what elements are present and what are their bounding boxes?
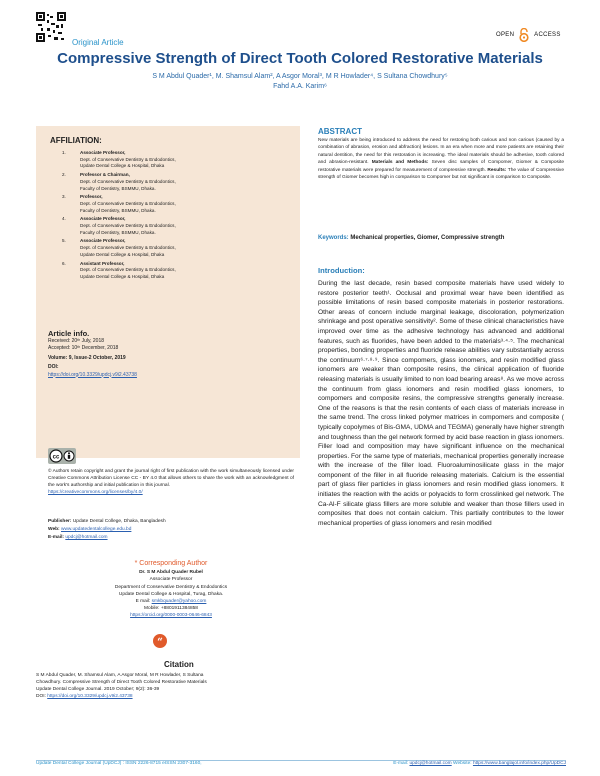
footer-contact (300, 761, 566, 766)
intro-paragraph-2: Filler load and composition may have significant influence on the mechanical properties. For the same type of materials, mechanical properties generally increase with the increase of the filler load. Fluoroaluminosilicate glass in the major component of the filler in all fluoride releasing materials. Calcium is the essential part of glass filer particles in glass ionomers and resin modified glass ionomers. It initiates the reaction with the acids or polyacids to form crosslinked gel network. The Ca-Al-F silicate glass fillers are more soluble and weaker than those fillers used in composites that does not contain calcium. This partially contributes to the lower mechanical properties of glass ionomers and resin modified (318, 443, 564, 527)
article-title: Compressive Strength of Direct Tooth Colored Restorative Materials (57, 50, 543, 67)
affiliation-number: 5. (62, 238, 66, 244)
citation-line-2: Chowdhury. Compressive Strength of Direct Tooth Colored Restorative Materials (36, 680, 207, 685)
affiliation-dept: Dept. of Conservative Dentistry & Endodontics, (80, 200, 176, 206)
abstract-results: The value of Compressive strength of Giomer becomes high in comparison to Compomer but not significant in comparison to Composite. (318, 167, 564, 181)
authors-line-1: S M Abdul Quader¹, M. Shamsul Alam², A Asgor Moral³, M R Howlader⁴, S Sultana Chowdhury⁵ (152, 73, 448, 80)
corresponding-author-institution: Update Dental College & Hospital, Turag, Dhaka. (118, 591, 224, 597)
affiliation-dept: Dept. of Conservative Dentistry & Endodontics, (80, 178, 176, 184)
abstract-heading: ABSTRACT (318, 127, 362, 136)
keywords-text: Mechanical properties, Giomer, Compressive strength (350, 235, 505, 241)
affiliation-institution: Update Dental College & Hospital, Dhaka (80, 251, 165, 257)
footer-journal-info: Update Dental College Journal (UpDCJ) : ISSN 2226-8715 eISSN 2307-3160, (36, 761, 202, 766)
affiliation-institution: Update Dental College & Hospital, Dhaka (80, 163, 165, 169)
introduction-body (318, 279, 564, 528)
open-lock-icon (519, 28, 529, 42)
article-type-label: Original Article (72, 38, 124, 47)
license-link[interactable]: https://creativecommons.org/licenses/by/4.0/ (48, 490, 143, 495)
affiliation-number: 2. (62, 172, 66, 178)
authors-line-2: Fahd A.A. Karim⁶ (273, 83, 327, 90)
affiliation-item (62, 172, 292, 192)
affiliation-role: Professor, (80, 194, 103, 200)
received-date: Received: 20ᵗʰ July, 2018 (48, 337, 105, 344)
citation-heading: Citation (164, 660, 194, 669)
affiliation-dept: Dept. of Conservative Dentistry & Endodontics, (80, 267, 176, 273)
open-access-badge (496, 28, 561, 42)
publisher-block (48, 518, 294, 541)
affiliation-institution: Update Dental College & Hospital, Dhaka (80, 273, 165, 279)
quote-icon (152, 634, 168, 648)
affiliation-heading: AFFILIATION: (50, 136, 102, 145)
affiliation-role: Professor & Chairman, (80, 172, 130, 178)
keywords-label: Keywords: (318, 235, 349, 241)
volume-info: Volume: 9, Issue-2 October, 2019 (48, 354, 126, 361)
email-link[interactable]: updcj@hotmail.com (65, 534, 108, 540)
citation-doi-link[interactable]: https://doi.org/10.3329/updcj.v9i2.43738 (47, 694, 133, 699)
open-access-right-label: ACCESS (534, 32, 561, 38)
affiliation-item (62, 194, 292, 214)
abstract-results-label: Results: (487, 167, 507, 173)
affiliation-role: Assistant Professor, (80, 260, 125, 266)
citation-block (36, 672, 306, 700)
abstract-methods: Seven disc samples of Compomer, Giomer & Composite restorative materials were prepared for measurement of compressive strength. (318, 160, 564, 173)
affiliation-role: Associate Professor, (80, 150, 126, 155)
publisher-label: Publisher: (48, 519, 72, 524)
email-label: E-mail: (48, 534, 64, 540)
web-label: Web: (48, 526, 60, 532)
affiliation-dept: Dept. of Conservative Dentistry & Endodontics, (80, 223, 176, 229)
affiliation-item (62, 238, 292, 258)
footer-email-link[interactable]: updcj@hotmail.com (409, 761, 452, 766)
article-info (48, 330, 298, 379)
footer-email-label: E-mail: (393, 761, 409, 766)
affiliation-list (62, 150, 292, 283)
corresponding-email-label: E mail: (135, 599, 151, 605)
footer-website-link[interactable]: https://www.banglajol.info/index.php/UpDCJ (472, 761, 566, 766)
doi-link[interactable]: https://doi.org/10.3329/updcj.v9i2.43738 (48, 371, 137, 378)
affiliation-role: Associate Professor, (80, 216, 126, 222)
license-text: © Authors retain copyright and grant the journal right of first publication with the work simultaneously licensed under Creative Commons Attribution License CC - BY 4.0 that allows others to share the work with an acknowledgment of the work's authorship and initial publication in this journal. (48, 469, 294, 488)
affiliation-institution: Faculty of Dentistry, BSMMU, Dhaka. (80, 207, 156, 213)
affiliation-item (62, 261, 292, 281)
corresponding-author-heading: * Corresponding Author (134, 560, 208, 567)
abstract-intro: New materials are being introduced to address the need for restoring both carious and non carious (caused by a combination of abrasion, erosion and abfraction) lesions. In an era when more and more patients are retaining their natural dentition, the need for this restoration is increasing. The ideal materials should be adhesive, tooth colored and abrasion-resistant. (318, 138, 564, 166)
introduction-heading: Introduction: (318, 266, 365, 275)
affiliation-dept: Dept. of Conservative Dentistry & Endodontics, (80, 245, 176, 251)
orcid-link[interactable]: https://orcid.org/0000-0003-0646-6843 (130, 613, 212, 619)
corresponding-author-name: Dr. S M Abdul Quader Rubel (139, 570, 203, 576)
affiliation-institution: Faculty of Dentistry, BSMMU, Dhaka. (80, 185, 156, 191)
corresponding-author-dept: Department of Conservative Dentistry & Endodontics (114, 584, 228, 590)
abstract-text (318, 137, 564, 181)
doi-label: DOI: (48, 364, 59, 370)
affiliation-number: 3. (62, 194, 66, 200)
affiliation-number: 1. (62, 150, 66, 155)
corresponding-author-designation: Associate Professor (149, 577, 193, 583)
license-block (48, 468, 294, 496)
publisher-name: Update Dental College, Dhaka, Bangladesh (72, 519, 166, 524)
affiliation-dept: Dept. of Conservative Dentistry & Endodontics, (80, 156, 176, 162)
affiliation-number: 6. (62, 260, 66, 266)
corresponding-author-block (48, 560, 294, 620)
author-list (60, 72, 540, 92)
intro-paragraph-1: During the last decade, resin based composite materials have used widely to restore posterior teeth¹. Occlusal and proximal wear have been identified as possible limitations of resin based composite materials in posterior restorations. Other areas of concern include marginal leakage, discoloration, polymerization shrinkage and post operative sensitivity². Some of these clinical characteristics have improved over time as the adhesive technology has advanced and additional features, such as fluorides, have been added to the materials³·⁴·⁵. The mechanical properties, bonding properties and fluoride release abilities vary substantially across the continuum⁶·⁷·⁸·⁹. Since compomers, glass ionomers, and resin modified glass ionomers are weaker than composite resins, the clinical application of fluoride releasing materials is usually limited to non load bearing areas⁸. As we move across the continuum from glass ionomers and resin modified glass ionomers, to compomers and composite resins, the compressive strengths generally increase. One of the reasons is that the resin contents of each class of materials increase in the same trend. The cross linked polymer matrices in compomers and composite ( typically copolymes of Bis-GMA, UDMA and TEGMA) generally have higher strength and toughness than the gel network formed by acid base reaction in glass ionomers. (318, 280, 564, 441)
abstract-methods-label: Materials and Methods: (371, 160, 429, 166)
web-link[interactable]: www.updatedentalcollege.edu.bd (60, 526, 132, 532)
corresponding-mobile: Mobile: +8801911384858 (144, 606, 198, 612)
article-info-heading: Article info. (48, 329, 90, 338)
citation-line-3: Update Dental College Journal. 2019 October; 9(2): 36-39 (36, 687, 160, 692)
affiliation-panel (36, 126, 300, 461)
corresponding-email-link[interactable]: smkbquader@yahoo.com (151, 599, 207, 605)
qr-code-icon (36, 12, 66, 42)
affiliation-role: Associate Professor, (80, 238, 126, 244)
keywords (318, 234, 564, 243)
affiliation-item (62, 150, 292, 170)
footer-website-label: Website: (453, 761, 472, 766)
affiliation-institution: Faculty of Dentistry, BSMMU, Dhaka. (80, 229, 156, 235)
citation-doi-label: DOI: (36, 694, 46, 699)
creative-commons-icon (48, 448, 76, 464)
affiliation-item (62, 216, 292, 236)
citation-line-1: S M Abdul Quader, M. Shamsul Alam, A Asgor Moral, M R Howlader, S Sultana (36, 673, 204, 678)
accepted-date: Accepted: 10ᵗʰ December, 2018 (48, 345, 119, 351)
affiliation-number: 4. (62, 216, 66, 222)
open-access-left-label: OPEN (496, 32, 515, 38)
svg-text:“: “ (157, 637, 163, 648)
svg-text:cc: cc (52, 454, 60, 461)
